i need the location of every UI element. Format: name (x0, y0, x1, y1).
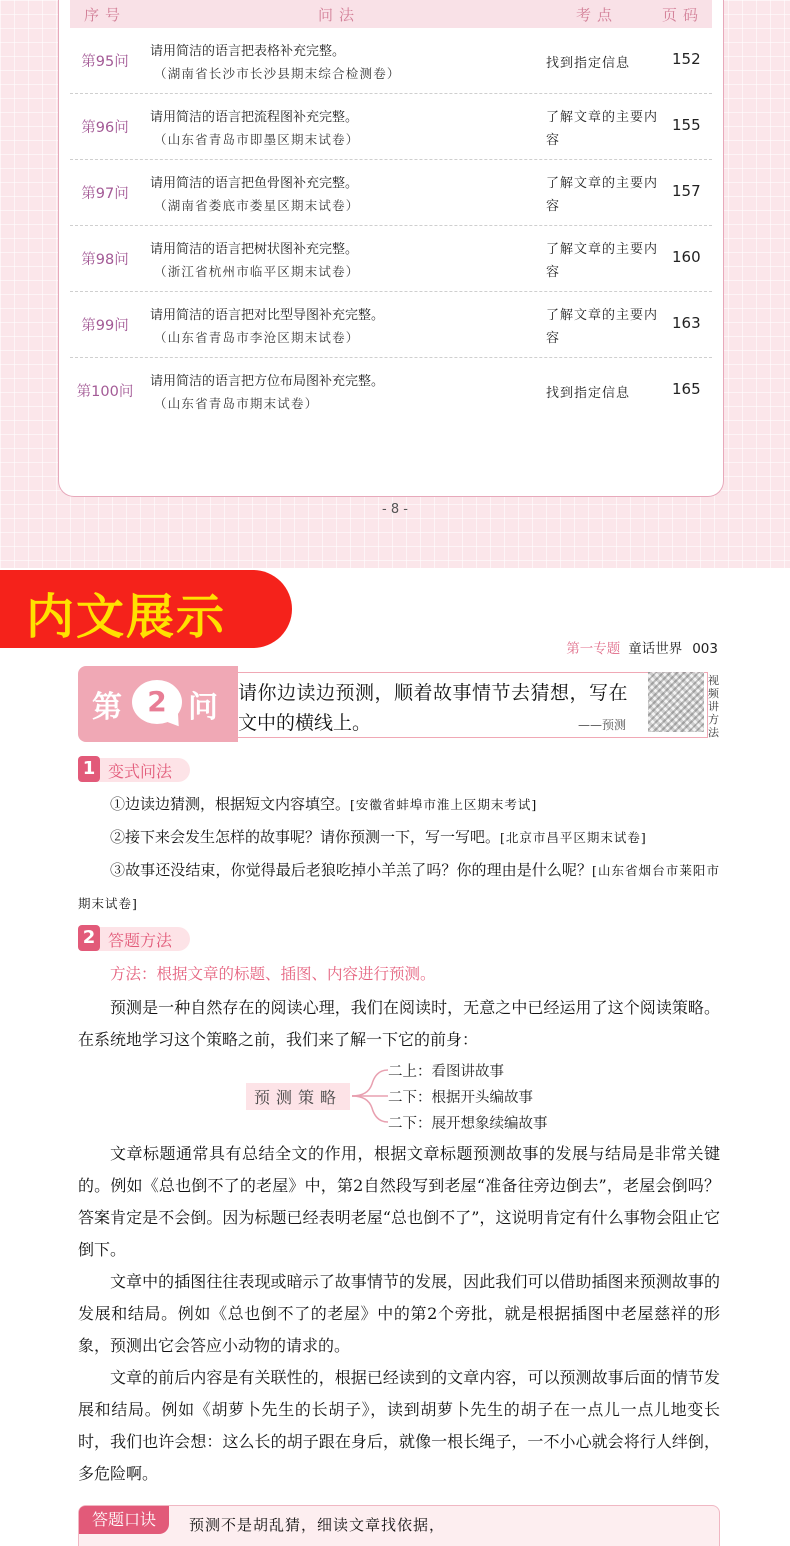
method-intro (78, 992, 720, 1056)
toc-row-key: 找到指定信息 (546, 56, 631, 71)
toc-row-source: （山东省青岛市期末试卷） (154, 396, 319, 411)
toc-row-question: 请用简洁的语言把对比型导图补充完整。 (150, 308, 385, 323)
running-head-title: 童话世界 (628, 641, 683, 657)
toc-row (70, 226, 712, 292)
toc-row-source: （山东省青岛市即墨区期末试卷） (154, 132, 360, 147)
section-title: 答题方法 (108, 931, 173, 950)
toc-header-no: 序号 (84, 6, 127, 24)
toc-row (70, 358, 712, 424)
toc-row-key: 找到指定信息 (546, 386, 631, 401)
toc-row-number: 第95问 (81, 54, 129, 70)
diagram-branch: 二下：根据开头编故事 (388, 1090, 533, 1106)
toc-row (70, 28, 712, 94)
answer-formula-label: 答题口诀 (79, 1506, 169, 1534)
variant-item (78, 788, 720, 821)
running-head (566, 637, 718, 657)
toc-row-number: 第97问 (81, 186, 129, 202)
section-title: 变式问法 (108, 762, 173, 781)
toc-header-key: 考点 (576, 6, 619, 24)
showcase-banner (0, 570, 292, 648)
question-number: 2 (132, 680, 182, 724)
diagram-branch: 二下：展开想象续编故事 (388, 1116, 548, 1132)
toc-row-key: 了解文章的主要内容 (546, 176, 659, 214)
toc-row-page: 160 (672, 248, 701, 266)
toc-row-page: 163 (672, 314, 701, 332)
paragraph: 文章的前后内容是有关联性的，根据已经读到的文章内容，可以预测故事后面的情节发展和结局。例如《胡萝卜先生的长胡子》，读到胡萝卜先生的胡子在一点儿一点儿地变长时，我们也许会想：这么长的胡子跟在身后，就像一根长绳子，一不小心就会将行人绊倒，多危险啊。 (78, 1368, 720, 1483)
toc-row-key: 了解文章的主要内容 (546, 110, 659, 148)
paragraph: 预测是一种自然存在的阅读心理，我们在阅读时，无意之中已经运用了这个阅读策略。在系统地学习这个策略之前，我们来了解一下它的前身： (78, 998, 720, 1049)
method-paragraphs (78, 1138, 720, 1490)
variant-source: [安徽省蚌埠市淮上区期末考试] (350, 797, 538, 812)
method-lead-text: 方法：根据文章的标题、插图、内容进行预测。 (110, 965, 436, 983)
running-head-topic: 第一专题 (566, 641, 621, 657)
banner-title: 内文展示 (26, 589, 227, 645)
toc-row-key: 了解文章的主要内容 (546, 308, 659, 346)
variant-text: ②接下来会发生怎样的故事呢？请你预测一下，写一写吧。 (110, 828, 501, 846)
question-badge (78, 666, 238, 742)
diagram-root: 预测策略 (246, 1083, 350, 1110)
page-number: - 8 - (382, 502, 408, 517)
toc-page (0, 0, 790, 568)
variant-source: [山东省烟台市莱阳市期末试卷] (78, 863, 720, 911)
diagram-branch: 二上：看图讲故事 (388, 1064, 504, 1080)
toc-row-number: 第98问 (81, 252, 129, 268)
toc-row-source: （浙江省杭州市临平区期末试卷） (154, 264, 360, 279)
question-text-line2: 文中的横线上。 (238, 712, 372, 734)
variant-source: [北京市昌平区期末试卷] (500, 830, 647, 845)
toc-row-source: （湖南省娄底市娄星区期末试卷） (154, 198, 360, 213)
video-label: 视频讲方法 (708, 674, 719, 739)
variants-list (78, 788, 720, 920)
toc-row-number: 第96问 (81, 120, 129, 136)
toc-header (70, 0, 712, 28)
question-header (78, 666, 720, 742)
variant-text: ①边读边猜测，根据短文内容填空。 (110, 795, 351, 813)
paragraph: 文章标题通常具有总结全文的作用，根据文章标题预测故事的发展与结局是非常关键的。例如《总也倒不了的老屋》中，第2自然段写到老屋“准备往旁边倒去”，老屋会倒吗？答案肯定是不会倒。因为标题已经表明老屋“总也倒不了”，这说明肯定有什么事物会阻止它倒下。 (78, 1144, 720, 1259)
method-lead (78, 962, 720, 984)
toc-row (70, 94, 712, 160)
answer-formula-text: 预测不是胡乱猜，细读文章找依据， (189, 1516, 446, 1534)
variant-item (78, 854, 720, 920)
toc-header-page: 页码 (662, 6, 705, 24)
paragraph: 文章中的插图往往表现或暗示了故事情节的发展，因此我们可以借助插图来预测故事的发展和结局。例如《总也倒不了的老屋》中的第2个旁批，就是根据插图中老屋慈祥的形象，预测出它会答应小动物的请求的。 (78, 1272, 720, 1355)
toc-row-page: 152 (672, 50, 701, 68)
toc-row-page: 157 (672, 182, 701, 200)
question-source: ——预测 (578, 718, 627, 732)
toc-row (70, 160, 712, 226)
toc-row-question: 请用简洁的语言把鱼骨图补充完整。 (150, 176, 359, 191)
toc-row (70, 292, 712, 358)
toc-row-question: 请用简洁的语言把方位布局图补充完整。 (150, 374, 385, 389)
toc-row-question: 请用简洁的语言把树状图补充完整。 (150, 242, 359, 257)
variant-item (78, 821, 720, 854)
toc-row-number: 第100问 (76, 384, 134, 400)
strategy-diagram (240, 1056, 570, 1134)
toc-row-number: 第99问 (81, 318, 129, 334)
question-badge-di: 第 (92, 690, 122, 725)
toc-row-page: 165 (672, 380, 701, 398)
question-text-line1: 请你边读边预测，顺着故事情节去猜想，写在 (238, 682, 629, 704)
toc-row-key: 了解文章的主要内容 (546, 242, 659, 280)
toc-header-question: 问法 (318, 6, 361, 24)
answer-formula-box (78, 1505, 720, 1546)
section-number: 2 (78, 925, 100, 951)
toc-row-source: （湖南省长沙市长沙县期末综合检测卷） (154, 66, 401, 81)
toc-row-question: 请用简洁的语言把表格补充完整。 (150, 44, 346, 59)
toc-row-page: 155 (672, 116, 701, 134)
toc-row-source: （山东省青岛市李沧区期末试卷） (154, 330, 360, 345)
qr-code-icon[interactable] (648, 672, 704, 732)
running-head-page: 003 (692, 641, 718, 657)
toc-row-question: 请用简洁的语言把流程图补充完整。 (150, 110, 359, 125)
variant-text: ③故事还没结束，你觉得最后老狼吃掉小羊羔了吗？你的理由是什么呢？ (110, 861, 593, 879)
section-number: 1 (78, 756, 100, 782)
question-badge-wen: 问 (188, 690, 218, 725)
